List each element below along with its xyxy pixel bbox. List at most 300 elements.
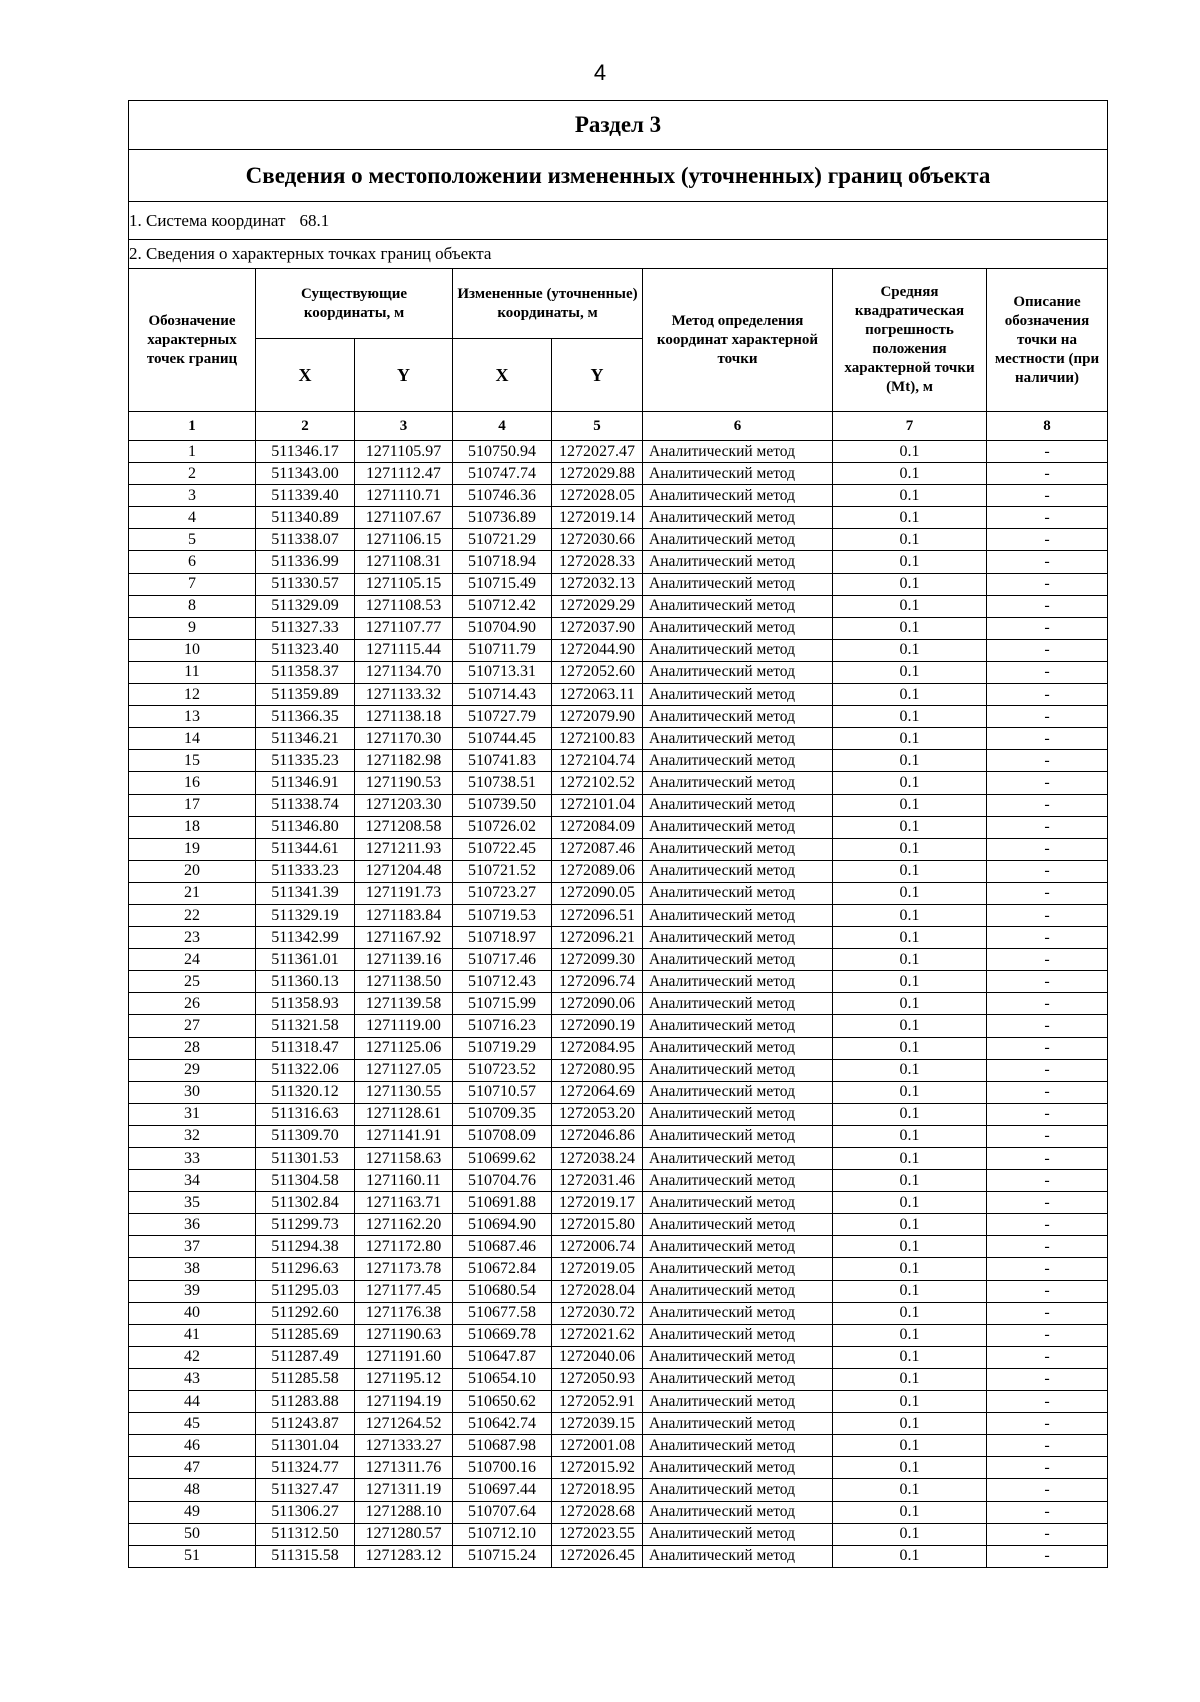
table-row [129,1081,1108,1103]
existing-y-cell: 1271130.55 [355,1081,453,1103]
description-cell: - [987,1214,1108,1236]
point-number-cell: 43 [129,1368,256,1390]
existing-y-cell: 1271105.15 [355,573,453,595]
changed-x-cell: 510713.31 [453,661,552,683]
table-row [129,507,1108,529]
point-number-cell: 1 [129,441,256,463]
method-cell: Аналитический метод [643,1170,833,1192]
changed-x-cell: 510712.42 [453,595,552,617]
table-row [129,706,1108,728]
description-cell: - [987,1479,1108,1501]
existing-y-cell: 1271280.57 [355,1523,453,1545]
point-number-cell: 2 [129,463,256,485]
description-cell: - [987,1103,1108,1125]
point-number-cell: 21 [129,882,256,904]
point-number-cell: 6 [129,551,256,573]
method-cell: Аналитический метод [643,949,833,971]
method-cell: Аналитический метод [643,816,833,838]
header-changed-y: Y [552,339,643,412]
method-cell: Аналитический метод [643,750,833,772]
description-cell: - [987,529,1108,551]
table-row [129,684,1108,706]
mean-error-cell: 0.1 [833,1015,987,1037]
existing-y-cell: 1271139.16 [355,949,453,971]
point-number-cell: 15 [129,750,256,772]
existing-x-cell: 511340.89 [256,507,355,529]
changed-x-cell: 510750.94 [453,441,552,463]
description-cell: - [987,728,1108,750]
changed-y-cell: 1272101.04 [552,794,643,816]
method-cell: Аналитический метод [643,860,833,882]
existing-y-cell: 1271190.53 [355,772,453,794]
method-cell: Аналитический метод [643,485,833,507]
changed-y-cell: 1272019.05 [552,1258,643,1280]
existing-x-cell: 511318.47 [256,1037,355,1059]
existing-y-cell: 1271288.10 [355,1501,453,1523]
existing-y-cell: 1271138.18 [355,706,453,728]
existing-x-cell: 511342.99 [256,927,355,949]
description-cell: - [987,507,1108,529]
table-row [129,1368,1108,1390]
changed-x-cell: 510707.64 [453,1501,552,1523]
method-cell: Аналитический метод [643,927,833,949]
coord-system-value: 68.1 [299,210,330,230]
method-cell: Аналитический метод [643,971,833,993]
existing-y-cell: 1271133.32 [355,684,453,706]
existing-y-cell: 1271107.67 [355,507,453,529]
table-row [129,529,1108,551]
description-cell: - [987,1081,1108,1103]
changed-x-cell: 510647.87 [453,1346,552,1368]
existing-x-cell: 511339.40 [256,485,355,507]
description-cell: - [987,1037,1108,1059]
changed-y-cell: 1272052.60 [552,661,643,683]
mean-error-cell: 0.1 [833,661,987,683]
mean-error-cell: 0.1 [833,1081,987,1103]
mean-error-cell: 0.1 [833,1413,987,1435]
mean-error-cell: 0.1 [833,1302,987,1324]
existing-y-cell: 1271311.19 [355,1479,453,1501]
point-number-cell: 16 [129,772,256,794]
method-cell: Аналитический метод [643,595,833,617]
description-cell: - [987,1280,1108,1302]
point-number-cell: 8 [129,595,256,617]
mean-error-cell: 0.1 [833,1037,987,1059]
method-cell: Аналитический метод [643,1192,833,1214]
changed-y-cell: 1272064.69 [552,1081,643,1103]
existing-x-cell: 511330.57 [256,573,355,595]
changed-y-cell: 1272028.04 [552,1280,643,1302]
existing-y-cell: 1271176.38 [355,1302,453,1324]
existing-y-cell: 1271264.52 [355,1413,453,1435]
mean-error-cell: 0.1 [833,1192,987,1214]
existing-y-cell: 1271311.76 [355,1457,453,1479]
point-number-cell: 35 [129,1192,256,1214]
changed-x-cell: 510715.49 [453,573,552,595]
description-cell: - [987,551,1108,573]
table-row [129,971,1108,993]
point-number-cell: 24 [129,949,256,971]
method-cell: Аналитический метод [643,1302,833,1324]
description-cell: - [987,838,1108,860]
description-cell: - [987,1015,1108,1037]
point-number-cell: 41 [129,1324,256,1346]
table-row [129,1148,1108,1170]
header-existing-x: X [256,339,355,412]
table-row [129,750,1108,772]
mean-error-cell: 0.1 [833,949,987,971]
table-row [129,904,1108,926]
existing-y-cell: 1271172.80 [355,1236,453,1258]
mean-error-cell: 0.1 [833,617,987,639]
header-changed: Измененные (уточненные) координаты, м [453,269,643,339]
changed-y-cell: 1272050.93 [552,1368,643,1390]
description-cell: - [987,1324,1108,1346]
table-row [129,1501,1108,1523]
table-row [129,595,1108,617]
changed-x-cell: 510687.98 [453,1435,552,1457]
existing-y-cell: 1271134.70 [355,661,453,683]
existing-x-cell: 511361.01 [256,949,355,971]
description-cell: - [987,971,1108,993]
mean-error-cell: 0.1 [833,1501,987,1523]
changed-x-cell: 510694.90 [453,1214,552,1236]
column-number: 7 [833,412,987,441]
point-number-cell: 29 [129,1059,256,1081]
description-cell: - [987,750,1108,772]
mean-error-cell: 0.1 [833,507,987,529]
description-cell: - [987,882,1108,904]
method-cell: Аналитический метод [643,529,833,551]
existing-x-cell: 511329.19 [256,904,355,926]
changed-x-cell: 510721.52 [453,860,552,882]
changed-y-cell: 1272029.88 [552,463,643,485]
existing-x-cell: 511309.70 [256,1125,355,1147]
description-cell: - [987,1170,1108,1192]
point-number-cell: 36 [129,1214,256,1236]
existing-x-cell: 511358.37 [256,661,355,683]
point-number-cell: 12 [129,684,256,706]
existing-y-cell: 1271128.61 [355,1103,453,1125]
point-number-cell: 7 [129,573,256,595]
table-row [129,860,1108,882]
table-row [129,728,1108,750]
mean-error-cell: 0.1 [833,971,987,993]
changed-x-cell: 510687.46 [453,1236,552,1258]
point-number-cell: 14 [129,728,256,750]
changed-x-cell: 510704.76 [453,1170,552,1192]
method-cell: Аналитический метод [643,1413,833,1435]
changed-y-cell: 1272084.95 [552,1037,643,1059]
mean-error-cell: 0.1 [833,706,987,728]
mean-error-cell: 0.1 [833,794,987,816]
changed-x-cell: 510650.62 [453,1391,552,1413]
description-cell: - [987,661,1108,683]
description-cell: - [987,1391,1108,1413]
existing-x-cell: 511343.00 [256,463,355,485]
changed-x-cell: 510746.36 [453,485,552,507]
existing-y-cell: 1271110.71 [355,485,453,507]
header-method: Метод определения координат характерной точки [643,269,833,412]
changed-y-cell: 1272096.74 [552,971,643,993]
changed-y-cell: 1272044.90 [552,639,643,661]
existing-y-cell: 1271170.30 [355,728,453,750]
mean-error-cell: 0.1 [833,551,987,573]
table-row [129,1103,1108,1125]
description-cell: - [987,441,1108,463]
table-row [129,1258,1108,1280]
changed-x-cell: 510717.46 [453,949,552,971]
method-cell: Аналитический метод [643,706,833,728]
method-cell: Аналитический метод [643,882,833,904]
changed-x-cell: 510654.10 [453,1368,552,1390]
point-number-cell: 30 [129,1081,256,1103]
point-number-cell: 5 [129,529,256,551]
changed-x-cell: 510719.29 [453,1037,552,1059]
existing-x-cell: 511299.73 [256,1214,355,1236]
changed-y-cell: 1272030.72 [552,1302,643,1324]
point-number-cell: 9 [129,617,256,639]
changed-y-cell: 1272046.86 [552,1125,643,1147]
table-row [129,1324,1108,1346]
existing-x-cell: 511316.63 [256,1103,355,1125]
changed-y-cell: 1272087.46 [552,838,643,860]
changed-y-cell: 1272053.20 [552,1103,643,1125]
method-cell: Аналитический метод [643,1368,833,1390]
existing-y-cell: 1271115.44 [355,639,453,661]
description-cell: - [987,595,1108,617]
description-cell: - [987,772,1108,794]
existing-x-cell: 511283.88 [256,1391,355,1413]
existing-y-cell: 1271127.05 [355,1059,453,1081]
description-cell: - [987,1302,1108,1324]
existing-y-cell: 1271163.71 [355,1192,453,1214]
coordinates-table [128,100,1108,1568]
document-title: Сведения о местоположении измененных (уточненных) границ объекта [129,150,1108,202]
coord-system-label: 1. Система координат [129,210,286,230]
existing-x-cell: 511302.84 [256,1192,355,1214]
header-existing: Существующие координаты, м [256,269,453,339]
changed-y-cell: 1272015.92 [552,1457,643,1479]
changed-y-cell: 1272104.74 [552,750,643,772]
method-cell: Аналитический метод [643,507,833,529]
existing-y-cell: 1271190.63 [355,1324,453,1346]
existing-x-cell: 511306.27 [256,1501,355,1523]
existing-y-cell: 1271195.12 [355,1368,453,1390]
changed-x-cell: 510708.09 [453,1125,552,1147]
existing-x-cell: 511315.58 [256,1545,355,1567]
existing-x-cell: 511358.93 [256,993,355,1015]
changed-y-cell: 1272089.06 [552,860,643,882]
changed-y-cell: 1272006.74 [552,1236,643,1258]
point-number-cell: 23 [129,927,256,949]
table-row [129,1457,1108,1479]
method-cell: Аналитический метод [643,441,833,463]
changed-y-cell: 1272029.29 [552,595,643,617]
mean-error-cell: 0.1 [833,1523,987,1545]
points-heading-row [129,240,1108,269]
changed-x-cell: 510642.74 [453,1413,552,1435]
changed-y-cell: 1272099.30 [552,949,643,971]
existing-y-cell: 1271160.11 [355,1170,453,1192]
description-cell: - [987,1435,1108,1457]
table-row [129,463,1108,485]
existing-x-cell: 511359.89 [256,684,355,706]
mean-error-cell: 0.1 [833,1435,987,1457]
table-row [129,441,1108,463]
point-number-cell: 18 [129,816,256,838]
existing-x-cell: 511346.80 [256,816,355,838]
method-cell: Аналитический метод [643,1324,833,1346]
changed-y-cell: 1272096.51 [552,904,643,926]
changed-y-cell: 1272001.08 [552,1435,643,1457]
changed-x-cell: 510704.90 [453,617,552,639]
mean-error-cell: 0.1 [833,529,987,551]
point-number-cell: 26 [129,993,256,1015]
existing-x-cell: 511327.33 [256,617,355,639]
existing-y-cell: 1271333.27 [355,1435,453,1457]
method-cell: Аналитический метод [643,728,833,750]
header-description: Описание обозначения точки на местности (при наличии) [987,269,1108,412]
description-cell: - [987,904,1108,926]
changed-x-cell: 510738.51 [453,772,552,794]
table-row [129,1059,1108,1081]
existing-x-cell: 511344.61 [256,838,355,860]
method-cell: Аналитический метод [643,1148,833,1170]
changed-y-cell: 1272015.80 [552,1214,643,1236]
point-number-cell: 34 [129,1170,256,1192]
mean-error-cell: 0.1 [833,1170,987,1192]
point-number-cell: 3 [129,485,256,507]
method-cell: Аналитический метод [643,904,833,926]
method-cell: Аналитический метод [643,1479,833,1501]
table-row [129,617,1108,639]
changed-x-cell: 510722.45 [453,838,552,860]
method-cell: Аналитический метод [643,1457,833,1479]
changed-x-cell: 510736.89 [453,507,552,529]
table-row [129,1015,1108,1037]
description-cell: - [987,1523,1108,1545]
existing-x-cell: 511285.69 [256,1324,355,1346]
description-cell: - [987,860,1108,882]
table-row [129,1214,1108,1236]
mean-error-cell: 0.1 [833,1391,987,1413]
existing-x-cell: 511329.09 [256,595,355,617]
header-point: Обозначение характерных точек границ [129,269,256,412]
existing-x-cell: 511321.58 [256,1015,355,1037]
existing-y-cell: 1271108.31 [355,551,453,573]
table-row [129,816,1108,838]
method-cell: Аналитический метод [643,551,833,573]
changed-y-cell: 1272027.47 [552,441,643,463]
description-cell: - [987,1413,1108,1435]
method-cell: Аналитический метод [643,772,833,794]
header-changed-x: X [453,339,552,412]
existing-x-cell: 511338.74 [256,794,355,816]
table-row [129,639,1108,661]
header-row-1 [129,269,1108,339]
existing-x-cell: 511292.60 [256,1302,355,1324]
description-cell: - [987,1346,1108,1368]
mean-error-cell: 0.1 [833,860,987,882]
table-row [129,882,1108,904]
existing-y-cell: 1271182.98 [355,750,453,772]
mean-error-cell: 0.1 [833,816,987,838]
description-cell: - [987,1236,1108,1258]
description-cell: - [987,1501,1108,1523]
description-cell: - [987,706,1108,728]
changed-y-cell: 1272084.09 [552,816,643,838]
mean-error-cell: 0.1 [833,595,987,617]
mean-error-cell: 0.1 [833,750,987,772]
method-cell: Аналитический метод [643,639,833,661]
changed-y-cell: 1272100.83 [552,728,643,750]
point-number-cell: 32 [129,1125,256,1147]
changed-x-cell: 510718.97 [453,927,552,949]
description-cell: - [987,816,1108,838]
mean-error-cell: 0.1 [833,1280,987,1302]
existing-x-cell: 511341.39 [256,882,355,904]
point-number-cell: 48 [129,1479,256,1501]
point-number-cell: 13 [129,706,256,728]
mean-error-cell: 0.1 [833,684,987,706]
point-number-cell: 47 [129,1457,256,1479]
changed-x-cell: 510715.24 [453,1545,552,1567]
existing-x-cell: 511322.06 [256,1059,355,1081]
existing-x-cell: 511346.91 [256,772,355,794]
table-row [129,794,1108,816]
changed-y-cell: 1272028.68 [552,1501,643,1523]
title-row [129,150,1108,202]
existing-y-cell: 1271139.58 [355,993,453,1015]
changed-y-cell: 1272079.90 [552,706,643,728]
method-cell: Аналитический метод [643,794,833,816]
description-cell: - [987,927,1108,949]
point-number-cell: 10 [129,639,256,661]
changed-x-cell: 510710.57 [453,1081,552,1103]
existing-y-cell: 1271105.97 [355,441,453,463]
existing-y-cell: 1271106.15 [355,529,453,551]
description-cell: - [987,573,1108,595]
table-row [129,1545,1108,1567]
existing-y-cell: 1271177.45 [355,1280,453,1302]
section-row [129,101,1108,150]
method-cell: Аналитический метод [643,1037,833,1059]
method-cell: Аналитический метод [643,1214,833,1236]
description-cell: - [987,463,1108,485]
existing-y-cell: 1271191.73 [355,882,453,904]
method-cell: Аналитический метод [643,1125,833,1147]
description-cell: - [987,1545,1108,1567]
description-cell: - [987,1192,1108,1214]
changed-y-cell: 1272038.24 [552,1148,643,1170]
method-cell: Аналитический метод [643,1280,833,1302]
table-row [129,573,1108,595]
existing-y-cell: 1271208.58 [355,816,453,838]
section-heading: Раздел 3 [129,101,1108,150]
table-row [129,993,1108,1015]
mean-error-cell: 0.1 [833,1214,987,1236]
changed-x-cell: 510718.94 [453,551,552,573]
mean-error-cell: 0.1 [833,573,987,595]
point-number-cell: 46 [129,1435,256,1457]
point-number-cell: 44 [129,1391,256,1413]
mean-error-cell: 0.1 [833,1103,987,1125]
changed-x-cell: 510727.79 [453,706,552,728]
changed-x-cell: 510747.74 [453,463,552,485]
mean-error-cell: 0.1 [833,882,987,904]
existing-y-cell: 1271283.12 [355,1545,453,1567]
